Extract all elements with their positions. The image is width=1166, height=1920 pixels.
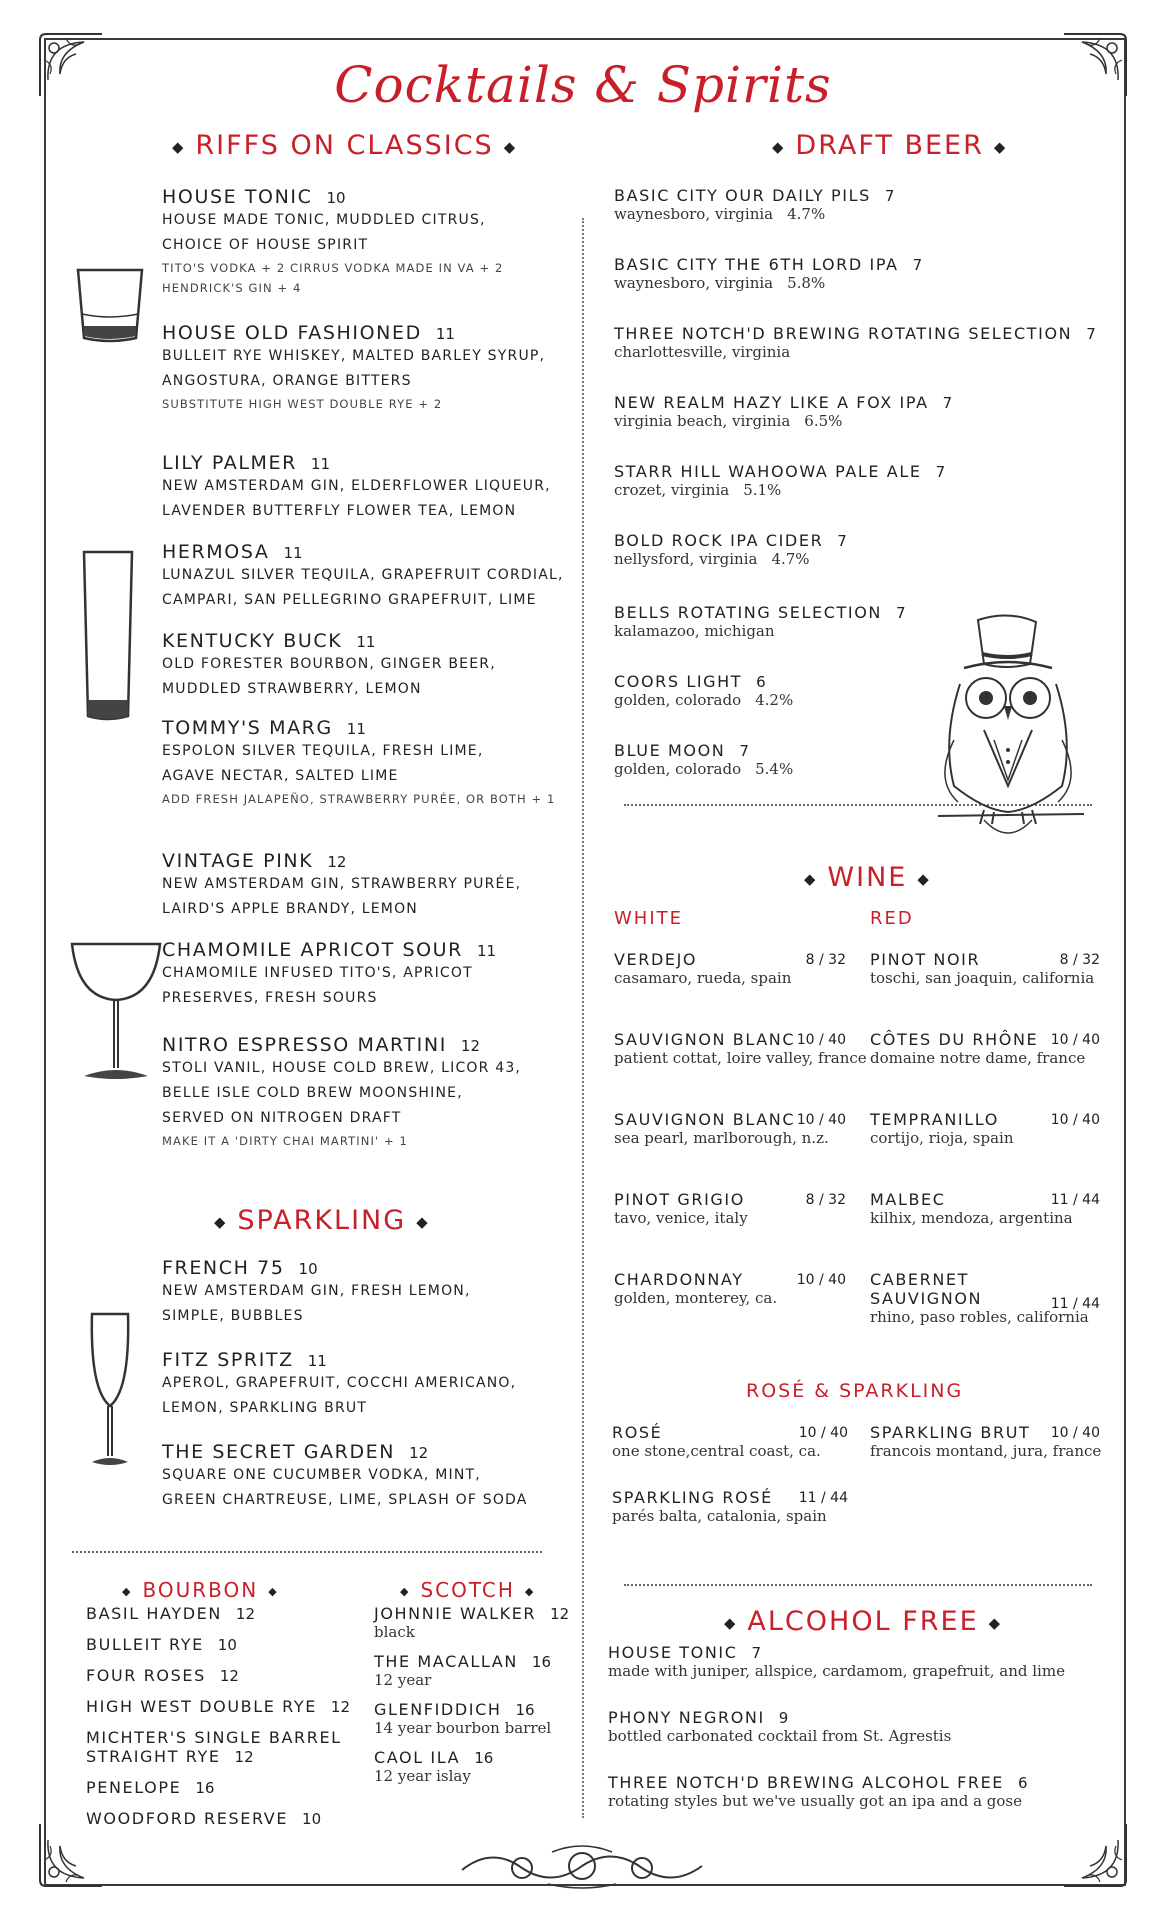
bourbon-item: PENELOPE 16 xyxy=(86,1778,215,1797)
beer-item: BLUE MOON 7 golden, colorado 5.4% xyxy=(614,741,794,778)
cocktail-item: TOMMY'S MARG 11 ESPOLON SILVER TEQUILA, FRESH LIME, AGAVE NECTAR, SALTED LIME ADD FRESH JALAPEÑO, STRAWBERRY PURÉE, OR BOTH + 1 xyxy=(162,717,556,806)
beer-item: THREE NOTCH'D BREWING ROTATING SELECTION 7 charlottesville, virginia xyxy=(614,324,1096,361)
cocktail-item: KENTUCKY BUCK 11 OLD FORESTER BOURBON, GINGER BEER, MUDDLED STRAWBERRY, LEMON xyxy=(162,630,496,697)
corner-ornament-icon xyxy=(1060,1820,1130,1890)
rocks-glass-icon xyxy=(72,264,148,348)
section-header-draft-beer: ◆ DRAFT BEER ◆ xyxy=(772,130,1008,161)
corner-ornament-icon xyxy=(36,1820,106,1890)
cocktail-item: HOUSE OLD FASHIONED 11 BULLEIT RYE WHISKEY, MALTED BARLEY SYRUP, ANGOSTURA, ORANGE BITTERS SUBSTITUTE HIGH WEST DOUBLE RYE + 2 xyxy=(162,322,546,411)
beer-item: COORS LIGHT 6 golden, colorado 4.2% xyxy=(614,672,794,709)
column-divider xyxy=(582,218,584,1818)
wine-item: PINOT GRIGIO 8 / 32 tavo, venice, italy xyxy=(614,1190,846,1227)
wine-item: MALBEC 11 / 44 kilhix, mendoza, argentina xyxy=(870,1190,1100,1227)
beer-item: BASIC CITY THE 6TH LORD IPA 7 waynesboro, virginia 5.8% xyxy=(614,255,923,292)
wine-red-label: RED xyxy=(870,908,914,929)
bourbon-item: MICHTER'S SINGLE BARREL STRAIGHT RYE 12 xyxy=(86,1728,342,1766)
page-title: Cocktails & Spirits xyxy=(334,56,832,114)
beer-item: BOLD ROCK IPA CIDER 7 nellysford, virginia 4.7% xyxy=(614,531,847,568)
wine-item: SAUVIGNON BLANC 10 / 40 patient cottat, loire valley, france xyxy=(614,1030,867,1067)
section-header-wine: ◆ WINE ◆ xyxy=(804,862,931,893)
bourbon-item: FOUR ROSES 12 xyxy=(86,1666,239,1685)
cocktail-item: CHAMOMILE APRICOT SOUR 11 CHAMOMILE INFUSED TITO'S, APRICOT PRESERVES, FRESH SOURS xyxy=(162,939,497,1006)
wine-item: PINOT NOIR 8 / 32 toschi, san joaquin, california xyxy=(870,950,1100,987)
section-header-alcohol-free: ◆ ALCOHOL FREE ◆ xyxy=(724,1606,1003,1637)
scotch-item: JOHNNIE WALKER 12 black xyxy=(374,1604,570,1641)
section-header-riffs: ◆ RIFFS ON CLASSICS ◆ xyxy=(172,130,518,161)
section-header-sparkling: ◆ SPARKLING ◆ xyxy=(214,1205,430,1236)
beer-item: NEW REALM HAZY LIKE A FOX IPA 7 virginia beach, virginia 6.5% xyxy=(614,393,953,430)
wine-item: VERDEJO 8 / 32 casamaro, rueda, spain xyxy=(614,950,846,987)
champagne-flute-icon xyxy=(84,1310,136,1472)
wine-item: SPARKLING ROSÉ 11 / 44 parés balta, catalonia, spain xyxy=(612,1488,848,1525)
cocktail-item: HERMOSA 11 LUNAZUL SILVER TEQUILA, GRAPEFRUIT CORDIAL, CAMPARI, SAN PELLEGRINO GRAPEFRUIT, LIME xyxy=(162,541,564,608)
bourbon-item: WOODFORD RESERVE 10 xyxy=(86,1809,322,1828)
wine-item: CÔTES DU RHÔNE 10 / 40 domaine notre dame, france xyxy=(870,1030,1100,1067)
owl-illustration-icon xyxy=(924,610,1092,850)
alcohol-free-item: THREE NOTCH'D BREWING ALCOHOL FREE 6 rotating styles but we've usually got an ipa and a gose xyxy=(608,1773,1028,1810)
wine-rose-label: ROSÉ & SPARKLING xyxy=(746,1380,964,1402)
cocktail-item: LILY PALMER 11 NEW AMSTERDAM GIN, ELDERFLOWER LIQUEUR, LAVENDER BUTTERFLY FLOWER TEA, LEMON xyxy=(162,452,551,519)
wine-item: TEMPRANILLO 10 / 40 cortijo, rioja, spain xyxy=(870,1110,1100,1147)
sparkling-item: FRENCH 75 10 NEW AMSTERDAM GIN, FRESH LEMON, SIMPLE, BUBBLES xyxy=(162,1257,471,1324)
beer-item: STARR HILL WAHOOWA PALE ALE 7 crozet, virginia 5.1% xyxy=(614,462,946,499)
section-header-bourbon: ◆ BOURBON ◆ xyxy=(122,1578,279,1602)
sparkling-item: FITZ SPRITZ 11 APEROL, GRAPEFRUIT, COCCHI AMERICANO, LEMON, SPARKLING BRUT xyxy=(162,1349,517,1416)
bourbon-item: HIGH WEST DOUBLE RYE 12 xyxy=(86,1697,350,1716)
bourbon-item: BULLEIT RYE 10 xyxy=(86,1635,237,1654)
wine-item: ROSÉ 10 / 40 one stone,central coast, ca. xyxy=(612,1423,848,1460)
highball-glass-icon xyxy=(80,548,136,728)
wine-item: SAUVIGNON BLANC 10 / 40 sea pearl, marlborough, n.z. xyxy=(614,1110,846,1147)
wine-item: CHARDONNAY 10 / 40 golden, monterey, ca. xyxy=(614,1270,846,1307)
cocktail-item: NITRO ESPRESSO MARTINI 12 STOLI VANIL, HOUSE COLD BREW, LICOR 43, BELLE ISLE COLD BREW MOONSHINE, SERVED ON NITROGEN DRAFT MAKE IT A 'DIRTY CHAI MARTINI' + 1 xyxy=(162,1034,522,1148)
alcohol-free-item: HOUSE TONIC 7 made with juniper, allspice, cardamom, grapefruit, and lime xyxy=(608,1643,1065,1680)
scotch-item: GLENFIDDICH 16 14 year bourbon barrel xyxy=(374,1700,552,1737)
wine-item: CABERNET SAUVIGNON 11 / 44 rhino, paso robles, california xyxy=(870,1270,1100,1326)
floral-ornament-icon xyxy=(452,1840,712,1896)
wine-white-label: WHITE xyxy=(614,908,684,929)
scotch-item: CAOL ILA 16 12 year islay xyxy=(374,1748,494,1785)
sparkling-item: THE SECRET GARDEN 12 SQUARE ONE CUCUMBER VODKA, MINT, GREEN CHARTREUSE, LIME, SPLASH OF SODA xyxy=(162,1441,528,1508)
bourbon-item: BASIL HAYDEN 12 xyxy=(86,1604,255,1623)
section-divider xyxy=(72,1551,542,1553)
cocktail-item: VINTAGE PINK 12 NEW AMSTERDAM GIN, STRAWBERRY PURÉE, LAIRD'S APPLE BRANDY, LEMON xyxy=(162,850,522,917)
beer-item: BELLS ROTATING SELECTION 7 kalamazoo, michigan xyxy=(614,603,906,640)
section-divider xyxy=(624,1584,1092,1586)
cocktail-item: HOUSE TONIC 10 HOUSE MADE TONIC, MUDDLED CITRUS, CHOICE OF HOUSE SPIRIT TITO'S VODKA + 2 CIRRUS VODKA MADE IN VA + 2 HENDRICK'S GIN + 4 xyxy=(162,186,504,295)
section-header-scotch: ◆ SCOTCH ◆ xyxy=(400,1578,536,1602)
alcohol-free-item: PHONY NEGRONI 9 bottled carbonated cocktail from St. Agrestis xyxy=(608,1708,952,1745)
wine-item: SPARKLING BRUT 10 / 40 francois montand, jura, france xyxy=(870,1423,1102,1460)
beer-item: BASIC CITY OUR DAILY PILS 7 waynesboro, virginia 4.7% xyxy=(614,186,895,223)
coupe-glass-icon xyxy=(68,936,164,1086)
scotch-item: THE MACALLAN 16 12 year xyxy=(374,1652,551,1689)
